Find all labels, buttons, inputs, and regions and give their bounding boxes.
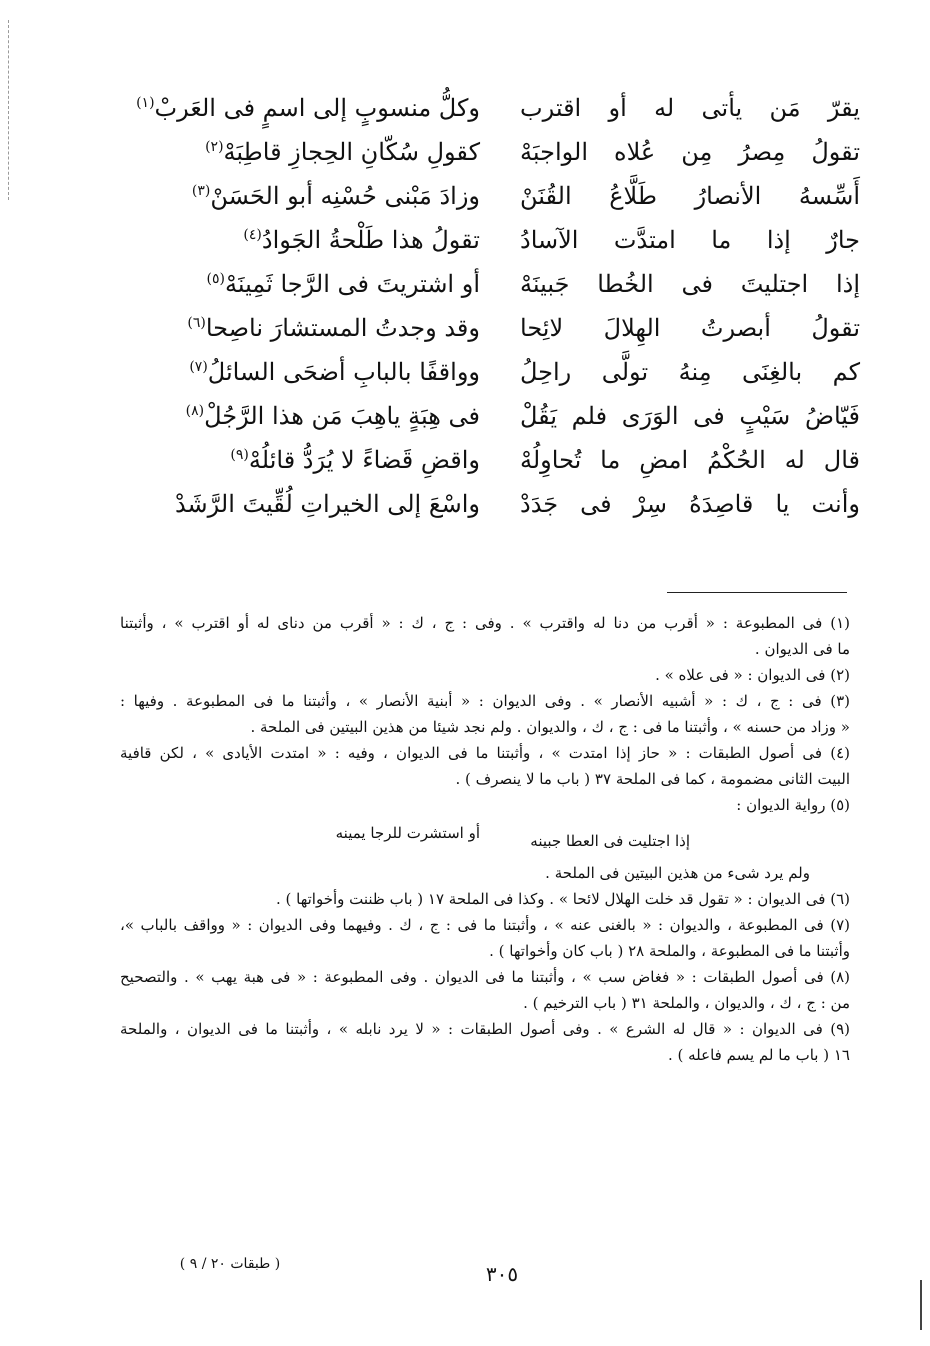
- verse-7-first-hemistich: كم بالغِنَى مِنهُ تولَّى راحِلُ: [520, 358, 860, 386]
- footnote-4-line-2: البيت الثانى مضمومة ، كما فى الملحة ٣٧ ( باب ما لا ينصرف ) .: [455, 770, 850, 788]
- verse-5-first-hemistich: إذا اجتليتَ فى الخُطا جَبينَهْ: [520, 270, 860, 298]
- footnote-5-quote-second-hemistich: أو استشرت للرجا يمينه: [335, 824, 480, 842]
- page-number: ٣٠٥: [485, 1262, 519, 1286]
- footnote-5-quoted-verse: [120, 820, 850, 860]
- verse-2-second-text: كقولِ سُكّانِ الحِجازِ قاطِبَهْ: [223, 138, 480, 166]
- poem-block: [100, 88, 860, 558]
- footnote-separator-rule: [667, 592, 847, 593]
- verse-5: [100, 264, 860, 304]
- binding-edge-mark-bottom: [920, 1280, 923, 1330]
- footnote-9-line-1: (٩) فى الديوان : « قال له الشرع » . وفى أصول الطبقات : « لا يرد نابله » ، وأثبتنا ما فى الديوان ، والملحة: [120, 1020, 850, 1038]
- verse-6-first-hemistich: تقولُ أبصرتُ الهِلالَ لائِحا: [520, 314, 860, 342]
- footnote-8-line-1: (٨) فى أصول الطبقات : « فغاض سب » ، وأثبتنا ما فى الديوان . وفى المطبوعة : « فى هبة يهب » . والتصحيح: [120, 968, 850, 986]
- verse-10-second-hemistich: [100, 484, 480, 524]
- footnote-5-quote-first-hemistich: إذا اجتليت فى العطا جبينه: [530, 832, 690, 850]
- footnote-marker-9[interactable]: (٩): [230, 447, 249, 463]
- footnote-marker-3[interactable]: (٣): [191, 183, 211, 199]
- verse-7-second-text: وواقفًا بالبابِ أضحَى السائلُ: [207, 358, 480, 386]
- footnote-2-line-1: (٢) فى الديوان : « فى علاه » .: [655, 666, 850, 684]
- footnotes-block: [120, 610, 850, 1068]
- verse-2-second-hemistich: [100, 132, 480, 172]
- verse-8: [100, 396, 860, 436]
- footnote-marker-4[interactable]: (٤): [243, 227, 262, 243]
- verse-6-second-text: وقد وجدتُ المستشارَ ناصِحا: [205, 314, 480, 342]
- verse-8-first-hemistich: فَيّاضُ سَيْبٍ فى الوَرَى فلم يَقُلْ: [520, 402, 860, 430]
- footnote-marker-7[interactable]: (٧): [189, 359, 208, 375]
- verse-3-second-text: وزادَ مَبْنى حُسْنِه أبو الحَسَنْ: [210, 182, 480, 210]
- footnote-4-line-1: (٤) فى أصول الطبقات : « حاز إذا امتدت » ، وأثبتنا ما فى الديوان ، وفيه : « امتدت الأيادى » ، لكن قافية: [120, 744, 850, 762]
- verse-3-first-hemistich: أَسِّسهُ الأنصارُ طَلَّاعُ القُنَنْ: [520, 182, 860, 210]
- verse-3-second-hemistich: [100, 176, 480, 216]
- footnote-1-line-2: ما فى الديوان .: [754, 640, 850, 658]
- verse-8-second-text: فى هِبَةٍ ياهِبَ مَن هذا الرَّجُلْ: [204, 402, 480, 430]
- verse-7-second-hemistich: [100, 352, 480, 392]
- verse-2: [100, 132, 860, 172]
- verse-4-first-hemistich: جارٌ إذا ما امتدَّت الآسادُ: [520, 226, 860, 254]
- verse-4: [100, 220, 860, 260]
- footnote-5-line-1: (٥) رواية الديوان :: [736, 796, 850, 814]
- footnote-8-line-2: من : ج ، ك ، والديوان ، والملحة ٣١ ( باب الترخيم ) .: [523, 994, 850, 1012]
- verse-9-first-hemistich: قال له الحُكْمُ امضِ ما تُحاوِلُهْ: [520, 446, 860, 474]
- footnote-7-line-1: (٧) فى المطبوعة ، والديوان : « بالغنى عنه » ، وأثبتنا ما فى : ج ، ك . وفيهما وفى الديوان : « وواقف بالباب »،: [120, 916, 850, 934]
- verse-7: [100, 352, 860, 392]
- verse-2-first-hemistich: تقولُ مِصرُ مِن عُلاه الواجبَهْ: [520, 138, 860, 166]
- footnote-marker-6[interactable]: (٦): [187, 315, 206, 331]
- verse-6-second-hemistich: [100, 308, 480, 348]
- verse-1-second-text: وكلُّ منسوبٍ إلى اسمٍ فى العَربْ: [154, 94, 480, 122]
- footnote-marker-5[interactable]: (٥): [206, 271, 225, 287]
- verse-10-second-text: واسْعَ إلى الخيراتِ لُقِّيتَ الرَّشَدْ: [174, 490, 480, 518]
- verse-5-second-hemistich: [100, 264, 480, 304]
- footnote-6-line-1: (٦) فى الديوان : « تقول قد خلت الهلال لائحا » . وكذا فى الملحة ١٧ ( باب ظننت وأخواتها ) .: [275, 890, 850, 908]
- verse-9: [100, 440, 860, 480]
- verse-10-first-hemistich: وأنت يا قاصِدَهُ سِرْ فى جَدَدْ: [520, 490, 860, 518]
- verse-10: [100, 484, 860, 524]
- footnote-7-line-2: وأثبتنا ما فى المطبوعة ، والملحة ٢٨ ( باب كان وأخواتها ) .: [489, 942, 850, 960]
- footnote-marker-2[interactable]: (٢): [205, 139, 224, 155]
- verse-1: [100, 88, 860, 128]
- verse-9-second-hemistich: [100, 440, 480, 480]
- verse-4-second-hemistich: [100, 220, 480, 260]
- footnote-9-line-2: ١٦ ( باب ما لم يسم فاعله ) .: [667, 1046, 850, 1064]
- verse-4-second-text: تقولُ هذا طَلْحةُ الجَوادُ: [261, 226, 480, 254]
- printer-signature-mark: ( طبقات ٢٠ / ٩ ): [179, 1256, 281, 1272]
- verse-3: [100, 176, 860, 216]
- verse-1-first-hemistich: يقرّ مَن يأتى له أو اقترب: [520, 94, 860, 122]
- verse-1-second-hemistich: [100, 88, 480, 128]
- binding-edge-mark: [8, 20, 10, 200]
- verse-5-second-text: أو اشتريتَ فى الرَّجا ثَمِينَهْ: [224, 270, 480, 298]
- footnote-marker-8[interactable]: (٨): [185, 403, 205, 419]
- verse-9-second-text: واقضِ قَضاءً لا يُرَدُّ قائلُهْ: [248, 446, 480, 474]
- footnote-marker-1[interactable]: (١): [136, 95, 155, 111]
- footnote-1-line-1: (١) فى المطبوعة : « أقرب من دنا له واقترب » . وفى : ج ، ك : « أقرب من دناى له أو اقترب » ، وأثبتنا: [120, 614, 850, 632]
- footnote-3-line-1: (٣) فى : ج ، ك : « أشبيه الأنصار » . وفى الديوان : « أبنية الأنصار » ، وأثبتنا ما فى المطبوعة . وفيها :: [120, 692, 850, 710]
- footnote-3-line-2: « وزاد من حسنه » ، وأثبتنا ما فى : ج ، ك ، والديوان . ولم نجد شيئا من هذين البيتين فى الملحة .: [250, 718, 850, 736]
- verse-6: [100, 308, 860, 348]
- footnote-5-line-2: ولم يرد شىء من هذين البيتين فى الملحة .: [545, 864, 810, 882]
- verse-8-second-hemistich: [100, 396, 480, 436]
